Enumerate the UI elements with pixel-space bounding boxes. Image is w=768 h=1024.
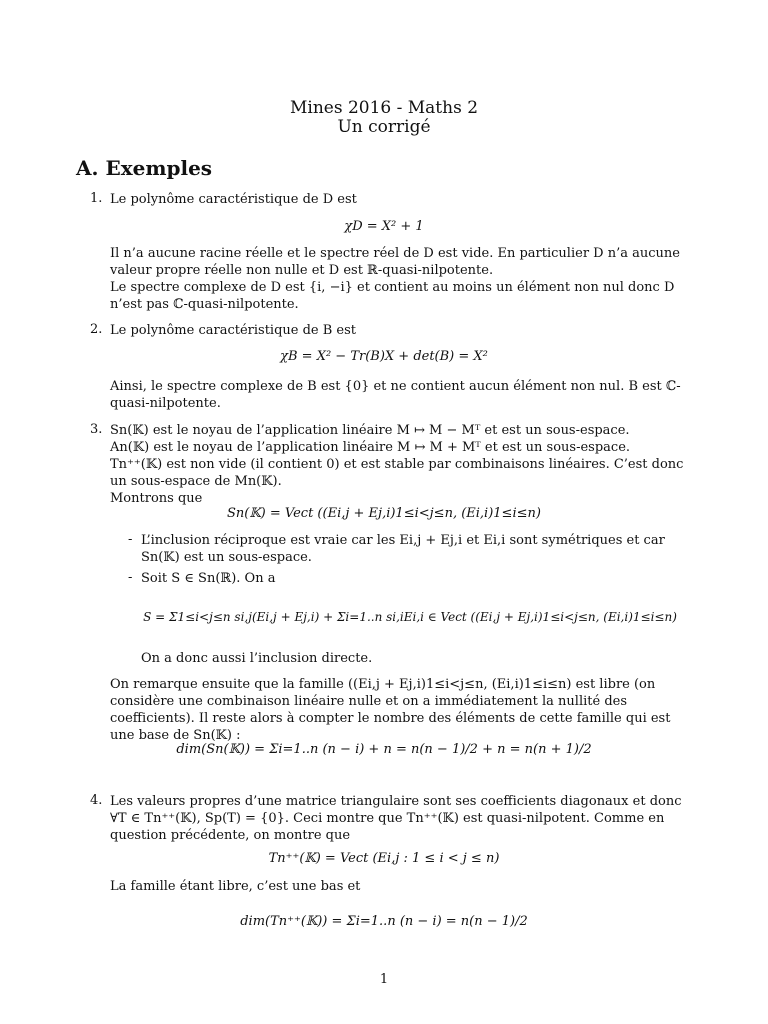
bullet-dash: - (128, 532, 133, 547)
question-4-paragraph: La famille étant libre, c’est une bas et (110, 879, 361, 894)
question-3-line: Montrons que (110, 491, 203, 506)
document-title: Mines 2016 - Maths 2 (289, 98, 479, 118)
question-3-line: Sn(𝕂) est le noyau de l’application linéaire M ↦ M − Mᵀ et est un sous-espace. (110, 423, 630, 438)
question-3-line: Tn⁺⁺(𝕂) est non vide (il contient 0) et est stable par combinaisons linéaires. C’est donc un sous-espace de Mn(𝕂). (110, 457, 684, 489)
question-3-paragraph: On remarque ensuite que la famille ((Ei,j + Ej,i)1≤i<j≤n, (Ei,i)1≤i≤n) est libre (on considère une combinaison linéaire nulle et on a immédiatement la nullité des coefficients). Il reste alors à compter le nombre des éléments de cette famille qui est une base de Sn(𝕂) : (110, 677, 671, 743)
question-2-paragraph: Ainsi, le spectre complexe de B est {0} et ne contient aucun élément non nul. B est ℂ-quasi-nilpotente. (110, 379, 681, 411)
question-1-paragraph: Il n’a aucune racine réelle et le spectre réel de D est vide. En particulier D n’a aucune valeur propre réelle non nulle et D est ℝ-quasi-nilpotente. (110, 246, 680, 278)
bullet-followup: On a donc aussi l’inclusion directe. (141, 651, 373, 666)
equation-tn-vect: Tn⁺⁺(𝕂) = Vect (Ei,j : 1 ≤ i < j ≤ n) (268, 851, 500, 866)
question-number: 1. (90, 191, 103, 206)
question-3-line: An(𝕂) est le noyau de l’application linéaire M ↦ M + Mᵀ et est un sous-espace. (110, 440, 631, 455)
question-number: 3. (90, 422, 103, 437)
equation-dim-tn: dim(Tn⁺⁺(𝕂)) = Σi=1..n (n − i) = n(n − 1)/2 (240, 914, 528, 929)
question-4-paragraph: Les valeurs propres d’une matrice triangulaire sont ses coefficients diagonaux et donc ∀T ∈ Tn⁺⁺(𝕂), Sp(T) = {0}. Ceci montre que Tn⁺⁺(𝕂) est quasi-nilpotent. Comme en question précédente, on montre que (110, 794, 682, 843)
document-subtitle: Un corrigé (337, 117, 431, 137)
equation-chi-d: χD = X² + 1 (344, 219, 424, 234)
question-1-paragraph: Le spectre complexe de D est {i, −i} et contient au moins un élément non nul donc D n’est pas ℂ-quasi-nilpotente. (110, 280, 675, 312)
page-number: 1 (379, 972, 389, 987)
question-number: 2. (90, 322, 103, 337)
question-1-intro: Le polynôme caractéristique de D est (110, 192, 357, 207)
question-2-intro: Le polynôme caractéristique de B est (110, 323, 357, 338)
equation-s-decomposition: S = Σ1≤i<j≤n si,j(Ei,j + Ej,i) + Σi=1..n si,iEi,i ∈ Vect ((Ei,j + Ej,i)1≤i<j≤n, (Ei,i)1≤i≤n) (143, 610, 677, 624)
bullet-dash: - (128, 570, 133, 585)
question-number: 4. (90, 793, 103, 808)
bullet-text: L’inclusion réciproque est vraie car les Ei,j + Ej,i et Ei,i sont symétriques et car Sn(𝕂) est un sous-espace. (141, 533, 665, 565)
equation-dim-sn: dim(Sn(𝕂)) = Σi=1..n (n − i) + n = n(n − 1)/2 + n = n(n + 1)/2 (176, 742, 592, 757)
equation-chi-b: χB = X² − Tr(B)X + det(B) = X² (280, 349, 488, 364)
bullet-text: Soit S ∈ Sn(ℝ). On a (141, 571, 276, 586)
equation-sn-vect: Sn(𝕂) = Vect ((Ei,j + Ej,i)1≤i<j≤n, (Ei,i)1≤i≤n) (227, 506, 541, 521)
section-heading: A. Exemples (76, 156, 213, 180)
